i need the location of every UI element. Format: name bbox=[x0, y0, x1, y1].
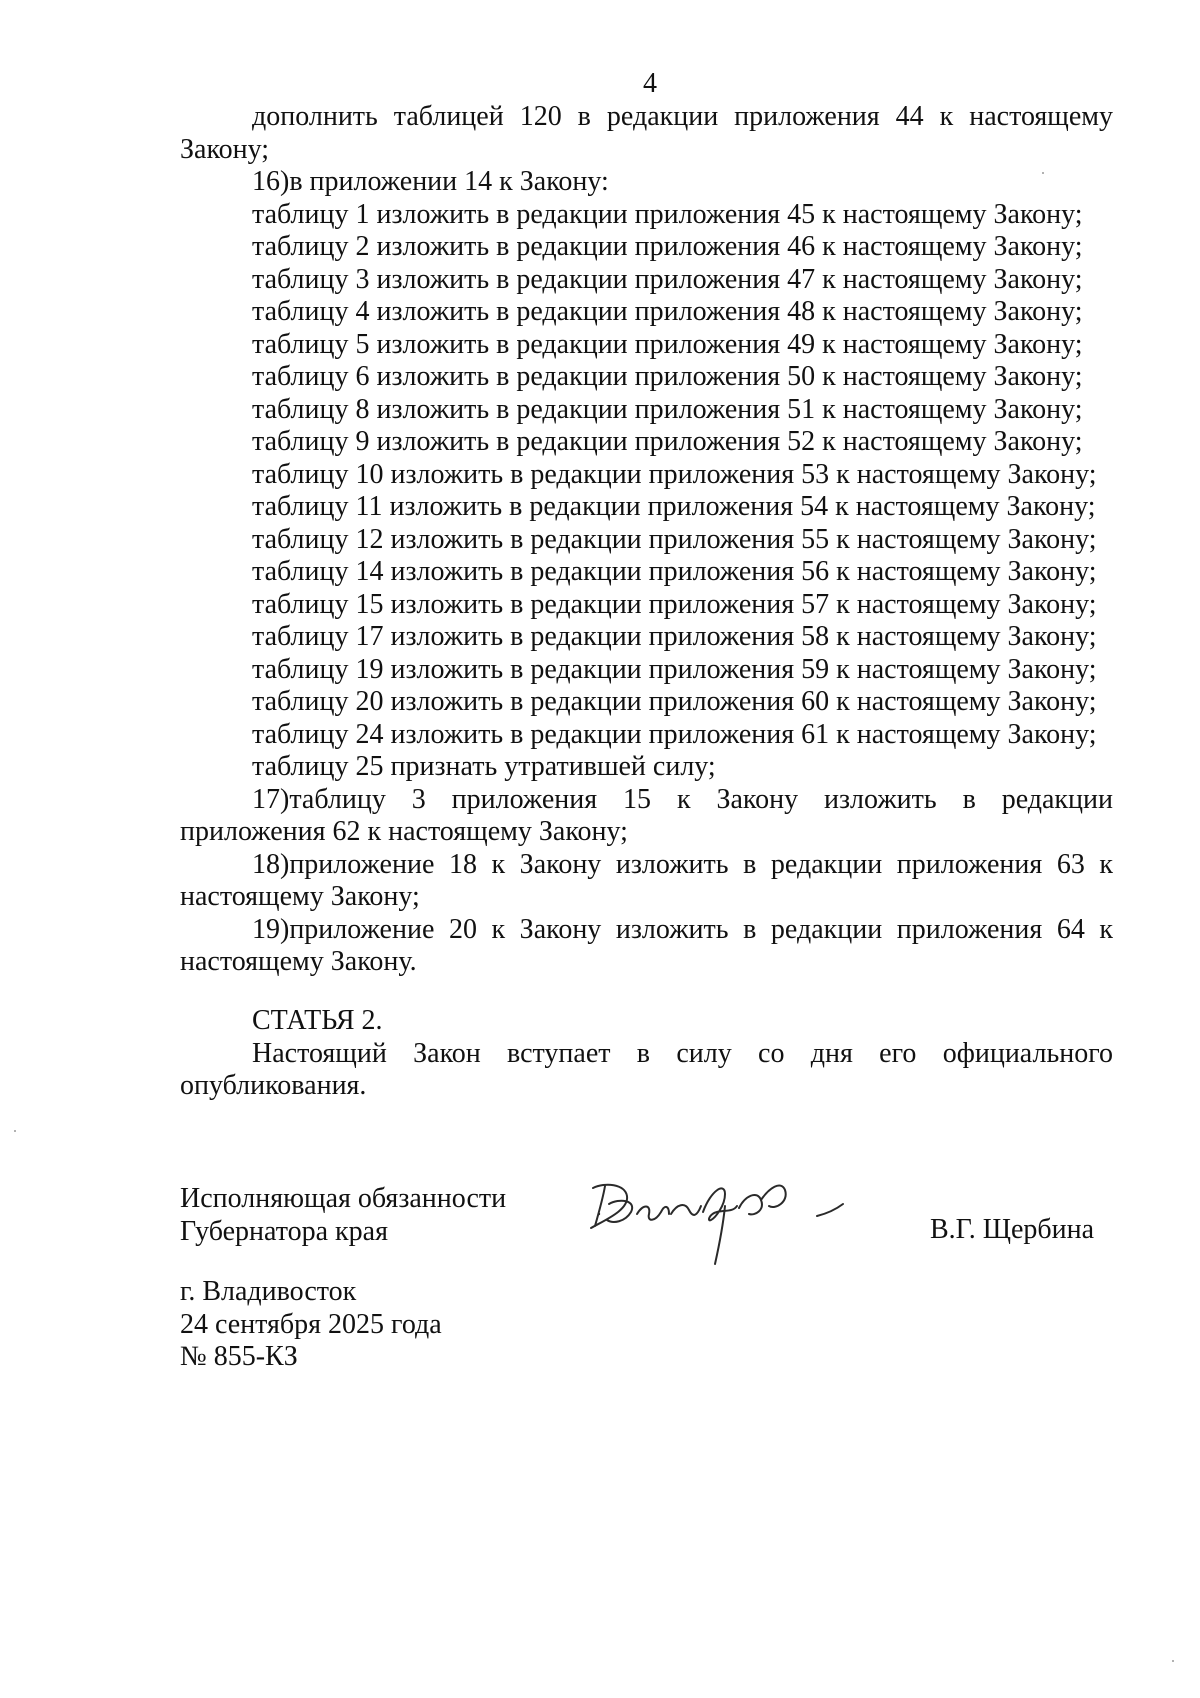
list-item: таблицу 4 изложить в редакции приложения 48 к настоящему Закону; bbox=[252, 296, 1083, 327]
list-item: таблицу 1 изложить в редакции приложения 45 к настоящему Закону; bbox=[252, 198, 1083, 230]
paragraph-item-17: 17)таблицу 3 приложения 15 к Закону изложить в редакции приложения 62 к настоящему Закону; bbox=[180, 783, 1113, 847]
list-item: таблицу 11 изложить в редакции приложения 54 к настоящему Закону; bbox=[252, 491, 1096, 522]
list-item: таблицу 6 изложить в редакции приложения 50 к настоящему Закону; bbox=[252, 361, 1083, 392]
item-16-list bbox=[180, 199, 1113, 784]
article-title: СТАТЬЯ 2. bbox=[252, 1005, 383, 1036]
city: г. Владивосток bbox=[180, 1276, 357, 1307]
article-text: Настоящий Закон вступает в силу со дня его официального опубликования. bbox=[180, 1037, 1113, 1101]
list-item: таблицу 5 изложить в редакции приложения 49 к настоящему Закону; bbox=[252, 328, 1083, 360]
paragraph-table-120: дополнить таблицей 120 в редакции приложения 44 к настоящему Закону; bbox=[180, 101, 1113, 165]
list-item: таблицу 19 изложить в редакции приложения 59 к настоящему Закону; bbox=[252, 653, 1097, 685]
signatory-position bbox=[180, 1183, 560, 1248]
signatory-name: В.Г. Щербина bbox=[930, 1214, 1095, 1245]
list-item: таблицу 3 изложить в редакции приложения 47 к настоящему Закону; bbox=[252, 263, 1083, 295]
scan-speck bbox=[1042, 172, 1044, 174]
list-item: таблицу 20 изложить в редакции приложения 60 к настоящему Закону; bbox=[252, 686, 1097, 717]
handwritten-signature bbox=[585, 1176, 885, 1276]
date: 24 сентября 2025 года bbox=[180, 1308, 442, 1340]
scan-speck bbox=[1172, 1660, 1174, 1662]
list-item: таблицу 12 изложить в редакции приложения 55 к настоящему Закону; bbox=[252, 523, 1097, 555]
list-item: таблицу 10 изложить в редакции приложения 53 к настоящему Закону; bbox=[252, 458, 1097, 490]
article-2 bbox=[180, 1005, 1113, 1103]
list-item: таблицу 24 изложить в редакции приложения 61 к настоящему Закону; bbox=[252, 718, 1097, 750]
place-date-number bbox=[180, 1276, 442, 1374]
scan-speck bbox=[14, 1130, 16, 1132]
signatory-position-line: Исполняющая обязанности bbox=[180, 1183, 507, 1214]
law-number: № 855-КЗ bbox=[180, 1341, 298, 1372]
signatory-position-line: Губернатора края bbox=[180, 1215, 388, 1247]
list-item: таблицу 9 изложить в редакции приложения 52 к настоящему Закону; bbox=[252, 426, 1083, 457]
paragraph-item-18: 18)приложение 18 к Закону изложить в редакции приложения 63 к настоящему Закону; bbox=[180, 848, 1113, 912]
list-item: таблицу 17 изложить в редакции приложения 58 к настоящему Закону; bbox=[252, 621, 1097, 652]
paragraph-item-19: 19)приложение 20 к Закону изложить в редакции приложения 64 к настоящему Закону. bbox=[180, 913, 1113, 977]
list-item: таблицу 2 изложить в редакции приложения 46 к настоящему Закону; bbox=[252, 231, 1083, 262]
list-item: таблицу 15 изложить в редакции приложения 57 к настоящему Закону; bbox=[252, 588, 1097, 620]
page-number: 4 bbox=[643, 68, 657, 99]
law-amendments-text bbox=[180, 101, 1113, 979]
list-item: таблицу 8 изложить в редакции приложения 51 к настоящему Закону; bbox=[252, 393, 1083, 425]
paragraph-item-16: 16)в приложении 14 к Закону: bbox=[252, 166, 609, 197]
list-item: таблицу 14 изложить в редакции приложения 56 к настоящему Закону; bbox=[252, 556, 1097, 587]
list-item: таблицу 25 признать утратившей силу; bbox=[252, 751, 716, 782]
